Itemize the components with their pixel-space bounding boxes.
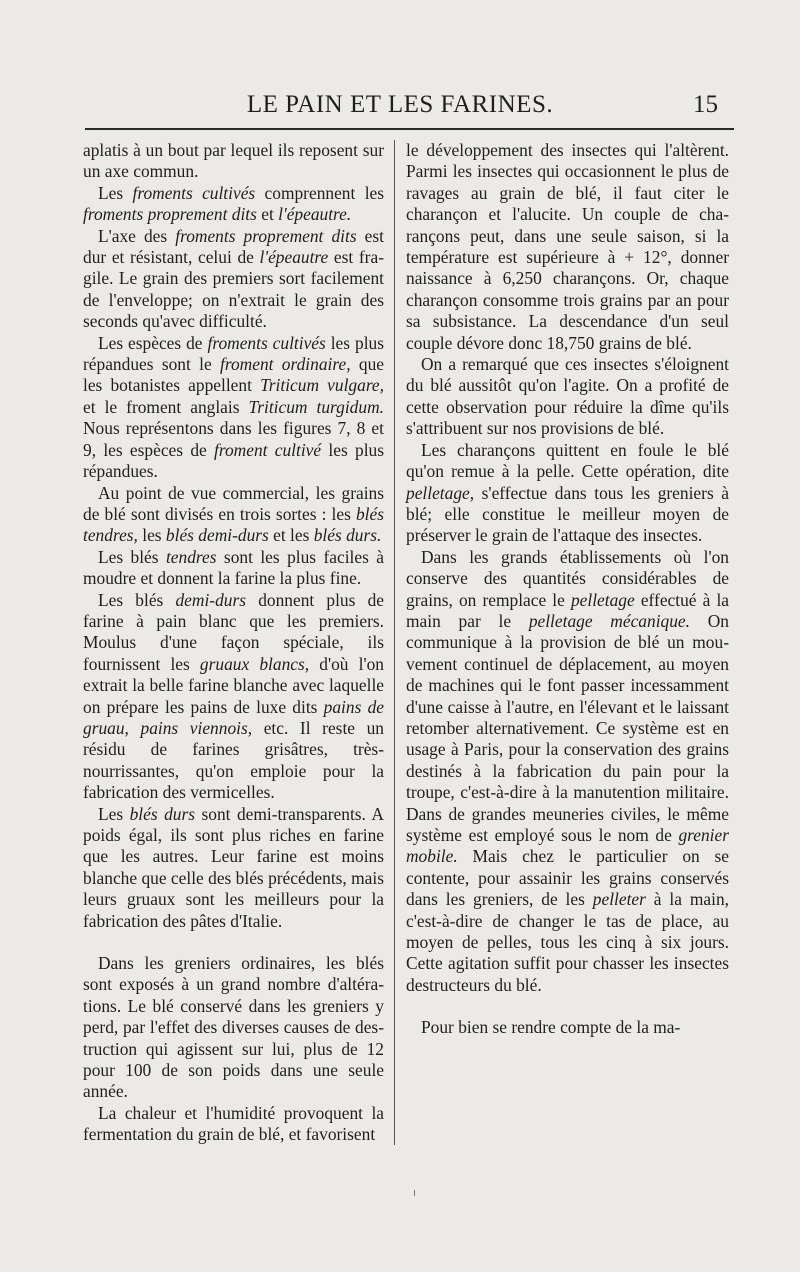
italic-term: l'épeautre. [278,204,352,225]
paragraph [83,953,384,1103]
italic-term: blés tendres, [83,503,384,546]
text-run: à la main, c'est-à-dire de changer le tas de place, au moyen de pelles, tous les cinq à six jours. Cette agitation suffit pour chasser les insectes destructeurs du blé. [406,889,729,995]
italic-term: froment ordinaire, [220,354,351,375]
paragraph [406,440,729,547]
italic-term: froments cultivés [207,332,326,353]
text-run: Nous représentons dans les figures 7, 8 et 9, les espèces de [83,418,384,460]
italic-term: Triticum vulgare, [260,375,385,396]
text-run: sont demi-transparents. A poids égal, ils sont plus riches en farine que les autres. Leur farine est moins blanche que celle des blés précédents, mais leurs gruaux sont les meilleurs pour la fabrication des pâtes d'Italie. [83,803,384,931]
italic-term: gruaux blancs, [199,653,310,674]
text-run: On a remarqué que ces insectes s'éloignent du blé aussitôt qu'on l'agite. On a profité de cette observation pour réduire la dîme qu'ils s'attribuent sur nos provisions de blé. [406,354,729,439]
italic-term: Triticum turgidum. [248,396,384,417]
text-run: Les blés [98,546,166,567]
paragraph [83,483,384,547]
italic-term: l'épeautre [259,247,329,268]
text-run: etc. Il reste un résidu de farines grisâtres, très-nourrissantes, qu'on emploie pour la fabrication des vermicelles. [83,717,384,803]
text-run: et le froment anglais [83,396,249,417]
text-run: sont les plus faciles à moudre et donnent la farine la plus fine. [83,546,384,589]
text-run: que les botanistes appellent [83,354,384,396]
paragraph [406,354,729,440]
page-header [0,91,800,121]
paragraph [83,590,384,804]
paragraph [83,333,384,483]
text-run: comprennent les [255,182,385,203]
italic-term: froments proprement dits [175,225,357,246]
italic-term: pelletage mécanique. [528,610,690,631]
italic-term: blés demi-durs [165,525,269,546]
italic-term: pelleter [592,889,646,910]
text-run: Au point de vue commercial, les grains de blé sont divisés en trois sortes : les [83,482,384,524]
text-run: effectué à la main par le [406,589,729,631]
paragraph [406,140,729,354]
italic-term: blés durs. [313,525,382,546]
text-run: Dans les greniers ordinaires, les blés sont exposés à un grand nombre d'altérations. Le blé conservé dans les greniers y perd, par l'effet des diverses causes de destruction qui agissent sur lui, plus de 12 pour 100 de son poids dans une seule année. [83,953,384,1102]
text-run: est dur et résistant, celui de [83,225,384,268]
italic-term: demi-durs [175,589,247,610]
text-run: s'effectue dans tous les greniers à blé; elle constitue le meilleur moyen de préserver le grain de l'attaque des insectes. [406,482,729,546]
text-run: Les blés [98,589,176,610]
text-run: les plus répandues sont le [83,332,384,375]
left-column [83,140,384,1146]
italic-term: pains de gruau, pains viennois, [83,696,384,738]
text-run: Dans les grands établissements où l'on conserve des quantités considérables de grains, on remplace le [406,546,729,610]
text-run: les plus répandues. [83,439,384,482]
paragraph [406,1017,729,1038]
paragraph [83,226,384,333]
text-run: Les espèces de [98,332,208,353]
text-run: La chaleur et l'humidité provoquent la fermentation du grain de blé, et favorisent [83,1102,384,1145]
text-run: et les [268,525,314,546]
text-run: Mais chez le particulier on se contente, pour assainir les grains conservés dans les greniers, de les [406,846,729,910]
text-run: d'où l'on extrait la belle farine blanche avec laquelle on prépare les pains de luxe dits [83,653,384,717]
column-divider [394,140,395,1145]
text-run: donnent plus de farine à pain blanc que les premiers. Moulus d'une façon spéciale, ils fournissent les [83,589,384,674]
italic-term: froments cultivés [132,182,256,203]
paragraph [83,547,384,590]
right-column [406,140,729,1039]
text-run: le développement des insectes qui l'altèrent. Parmi les insectes qui occasionnent le plus de ravages au grain de blé, il faut citer le charançon et l'alucite. Un couple de charançons peut, dans une seule saison, si la température est supérieure à + 12°, donner naissance à 6,250 charançons. Or, chaque charançon consomme trois grains par an pour sa subsistance. La descendance d'un seul couple dévore donc 18,750 grains de blé. [406,140,729,353]
italic-term: pelletage [570,589,635,610]
text-run: les [137,525,166,546]
italic-term: pelletage, [406,482,475,503]
header-rule [85,128,734,130]
text-run: Les [98,182,133,203]
italic-term: blés durs [129,803,196,824]
paragraph [83,1103,384,1146]
italic-term: tendres [165,546,217,567]
running-title: LE PAIN ET LES FARINES. [246,91,554,118]
text-run: Pour bien se rendre compte de la ma- [421,1017,681,1038]
paragraph [83,183,384,226]
text-run: On communique à la provision de blé un mouvement continuel de déplacement, au moyen de machines qui le font passer incessamment d'une caisse à l'autre, en l'élevant et le laissant retomber alternativement. Ce système est en usage à Paris, pour la conservation des grains destinés à la fabrication du pain pour la troupe, c'est-à-dire à la manutention militaire. Dans de grandes meuneries civiles, le même système est employé sous le nom de [406,610,729,845]
text-run: et [256,204,279,225]
text-run: aplatis à un bout par lequel ils reposent sur un axe commun. [83,140,384,182]
italic-term: froments proprement dits [83,204,257,225]
text-run: Les [98,803,130,824]
text-run: L'axe des [98,225,176,246]
italic-term: froment cultivé [214,439,322,460]
paragraph [83,140,384,183]
text-run: est fragile. Le grain des premiers sort facilement de l'enveloppe; on n'extrait le grain des seconds qu'avec difficulté. [83,247,384,332]
paragraph [83,804,384,932]
page-mark [414,1190,415,1196]
text-run: Les charançons quittent en foule le blé qu'on remue à la pelle. Cette opération, dite [406,439,729,482]
italic-term: grenier mobile. [406,825,729,867]
page-number: 15 [693,91,718,118]
paragraph [406,547,729,997]
